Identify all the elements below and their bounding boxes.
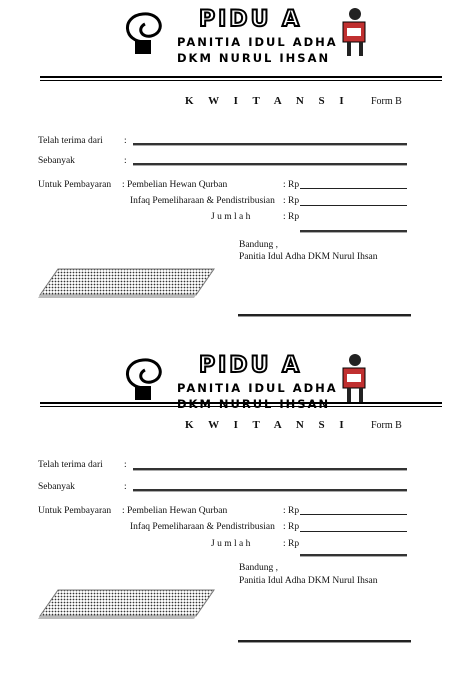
logo-brand-text: PIDU A <box>199 353 303 378</box>
payment-for-label: Untuk Pembayaran <box>38 180 112 190</box>
infaq-amount-field[interactable] <box>300 205 407 206</box>
currency-label: : Rp <box>283 212 300 222</box>
colon: : <box>124 460 127 470</box>
amount-label: Sebanyak <box>38 482 75 492</box>
header-rule <box>40 402 442 404</box>
city-date: Bandung , <box>239 240 279 250</box>
committee-signature-label: Panitia Idul Adha DKM Nurul Ihsan <box>239 252 378 262</box>
form-code: Form B <box>371 96 402 107</box>
item-qurban: : Pembelian Hewan Qurban <box>122 506 228 516</box>
header-rule-thin <box>40 406 442 407</box>
total-amount-field[interactable] <box>300 554 407 556</box>
colon: : <box>124 482 127 492</box>
signature-line[interactable] <box>238 314 411 316</box>
committee-logo <box>115 348 370 410</box>
logo-line1: PANITIA IDUL ADHA <box>177 35 338 49</box>
qurban-amount-field[interactable] <box>300 188 407 189</box>
received-from-label: Telah terima dari <box>38 136 103 146</box>
amount-field[interactable] <box>133 163 407 165</box>
receipt-form-bottom <box>0 334 474 664</box>
colon: : <box>124 136 127 146</box>
received-from-field[interactable] <box>133 143 407 145</box>
receipt-form-top <box>0 0 474 330</box>
currency-label: : Rp <box>283 180 300 190</box>
city-date: Bandung , <box>239 563 279 573</box>
received-from-label: Telah terima dari <box>38 460 103 470</box>
currency-label: : Rp <box>283 522 300 532</box>
amount-label: Sebanyak <box>38 156 75 166</box>
logo-line2: DKM NURUL IHSAN <box>177 51 331 64</box>
amount-field[interactable] <box>133 489 407 491</box>
currency-label: : Rp <box>283 539 300 549</box>
colon: : <box>124 156 127 166</box>
item-infaq: Infaq Pemeliharaan & Pendistribusian <box>130 522 275 532</box>
logo-line2: DKM NURUL IHSAN <box>177 397 331 410</box>
payment-for-label: Untuk Pembayaran <box>38 506 112 516</box>
goat-icon <box>343 8 365 56</box>
logo-brand-text: PIDU A <box>199 7 303 32</box>
received-from-field[interactable] <box>133 468 407 470</box>
total-label: J u m l a h <box>211 539 251 549</box>
total-label: J u m l a h <box>211 212 251 222</box>
item-infaq: Infaq Pemeliharaan & Pendistribusian <box>130 196 275 206</box>
currency-label: : Rp <box>283 196 300 206</box>
item-qurban: : Pembelian Hewan Qurban <box>122 180 228 190</box>
goat-icon <box>343 354 365 402</box>
receipt-title: K W I T A N S I <box>185 95 350 107</box>
infaq-amount-field[interactable] <box>300 531 407 532</box>
committee-logo <box>115 2 370 64</box>
signature-line[interactable] <box>238 640 411 642</box>
qurban-amount-field[interactable] <box>300 514 407 515</box>
committee-signature-label: Panitia Idul Adha DKM Nurul Ihsan <box>239 576 378 586</box>
total-amount-field[interactable] <box>300 230 407 232</box>
header-rule <box>40 76 442 78</box>
form-code: Form B <box>371 420 402 431</box>
logo-line1: PANITIA IDUL ADHA <box>177 381 338 395</box>
receipt-title: K W I T A N S I <box>185 419 350 431</box>
header-rule-thin <box>40 80 442 81</box>
stamp-area <box>36 586 216 620</box>
stamp-area <box>36 265 216 299</box>
currency-label: : Rp <box>283 506 300 516</box>
